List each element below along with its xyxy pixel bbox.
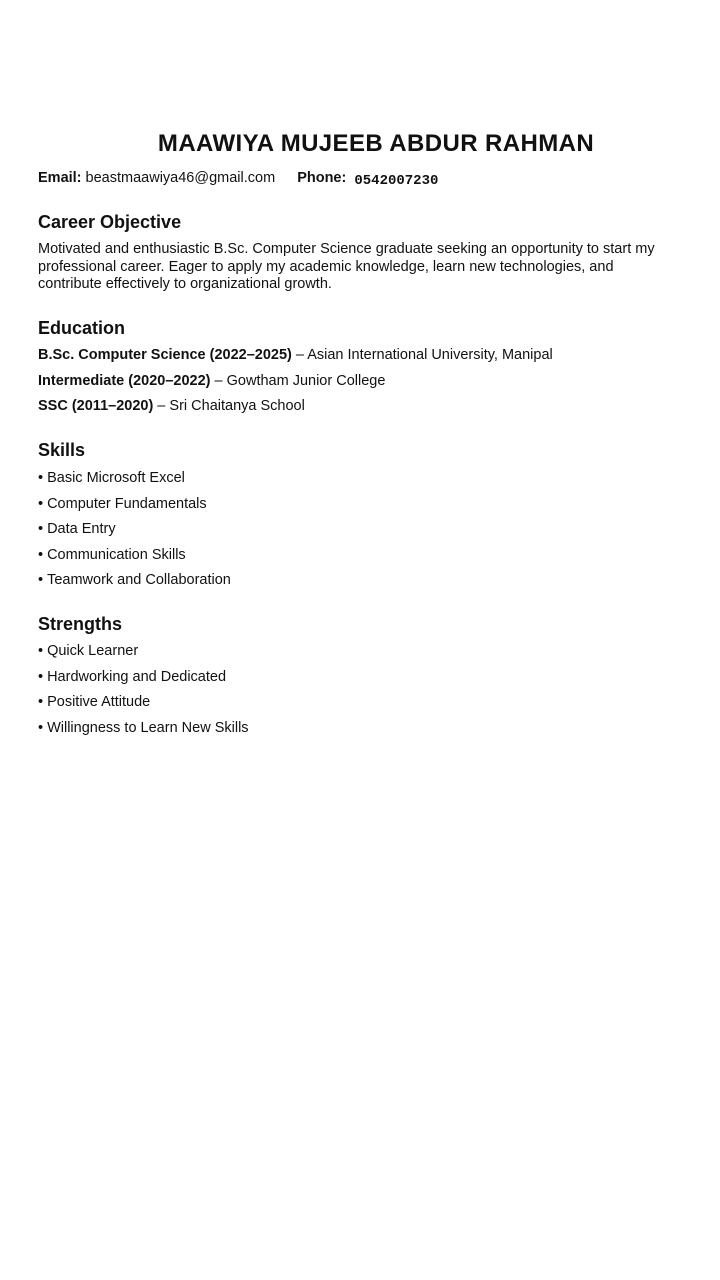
list-item: [38, 669, 249, 695]
list-item: [38, 720, 249, 746]
skill-text: Data Entry: [47, 521, 116, 537]
skills-heading: Skills: [38, 440, 86, 460]
education-item: [38, 373, 385, 389]
education-item: [38, 398, 305, 414]
education-degree: B.Sc. Computer Science (2022–2025): [38, 347, 292, 363]
education-heading: Education: [38, 318, 126, 338]
education-institution: Gowtham Junior College: [226, 373, 386, 389]
bullet-icon: •: [38, 521, 44, 537]
email-label: Email:: [38, 170, 82, 186]
strength-text: Quick Learner: [47, 643, 139, 659]
phone-group: [297, 170, 439, 189]
education-degree: Intermediate (2020–2022): [38, 373, 211, 389]
bullet-icon: •: [38, 694, 44, 710]
education-degree: SSC (2011–2020): [38, 398, 154, 414]
list-item: [38, 694, 249, 720]
career-objective-text: Motivated and enthusiastic B.Sc. Computer Science graduate seeking an opportunity to start my professional career. Eager to apply my academic knowledge, learn new technologies, and contribute effectively to organizational growth.: [38, 241, 655, 292]
candidate-name: MAAWIYA MUJEEB ABDUR RAHMAN: [157, 130, 595, 157]
education-institution: Asian International University, Manipal: [307, 347, 553, 363]
list-item: [38, 572, 231, 598]
strength-text: Positive Attitude: [47, 694, 151, 710]
bullet-icon: •: [38, 643, 44, 659]
strengths-heading: Strengths: [38, 614, 123, 634]
skill-text: Communication Skills: [47, 546, 186, 563]
bullet-icon: •: [38, 719, 44, 736]
education-separator: –: [153, 398, 170, 414]
strength-text: Hardworking and Dedicated: [47, 668, 227, 685]
bullet-icon: •: [38, 546, 44, 563]
list-item: [38, 643, 249, 669]
education-institution: Sri Chaitanya School: [169, 398, 305, 414]
skill-text: Basic Microsoft Excel: [47, 470, 185, 486]
list-item: [38, 470, 231, 496]
education-item: [38, 347, 553, 363]
education-separator: –: [291, 347, 308, 363]
career-objective-heading: Career Objective: [38, 212, 182, 232]
bullet-icon: •: [38, 495, 44, 512]
list-item: [38, 547, 231, 573]
skill-text: Computer Fundamentals: [47, 495, 207, 512]
education-separator: –: [210, 373, 227, 389]
phone-value: 0542007230: [354, 173, 439, 189]
strengths-list: [38, 643, 249, 745]
bullet-icon: •: [38, 572, 44, 588]
list-item: [38, 496, 231, 522]
list-item: [38, 521, 231, 547]
phone-label: Phone:: [297, 170, 347, 186]
strength-text: Willingness to Learn New Skills: [47, 719, 249, 736]
skill-text: Teamwork and Collaboration: [47, 572, 231, 588]
email-value: beastmaawiya46@gmail.com: [85, 170, 276, 186]
bullet-icon: •: [38, 470, 44, 486]
contact-line: [38, 170, 438, 187]
skills-list: [38, 470, 231, 598]
bullet-icon: •: [38, 668, 44, 685]
